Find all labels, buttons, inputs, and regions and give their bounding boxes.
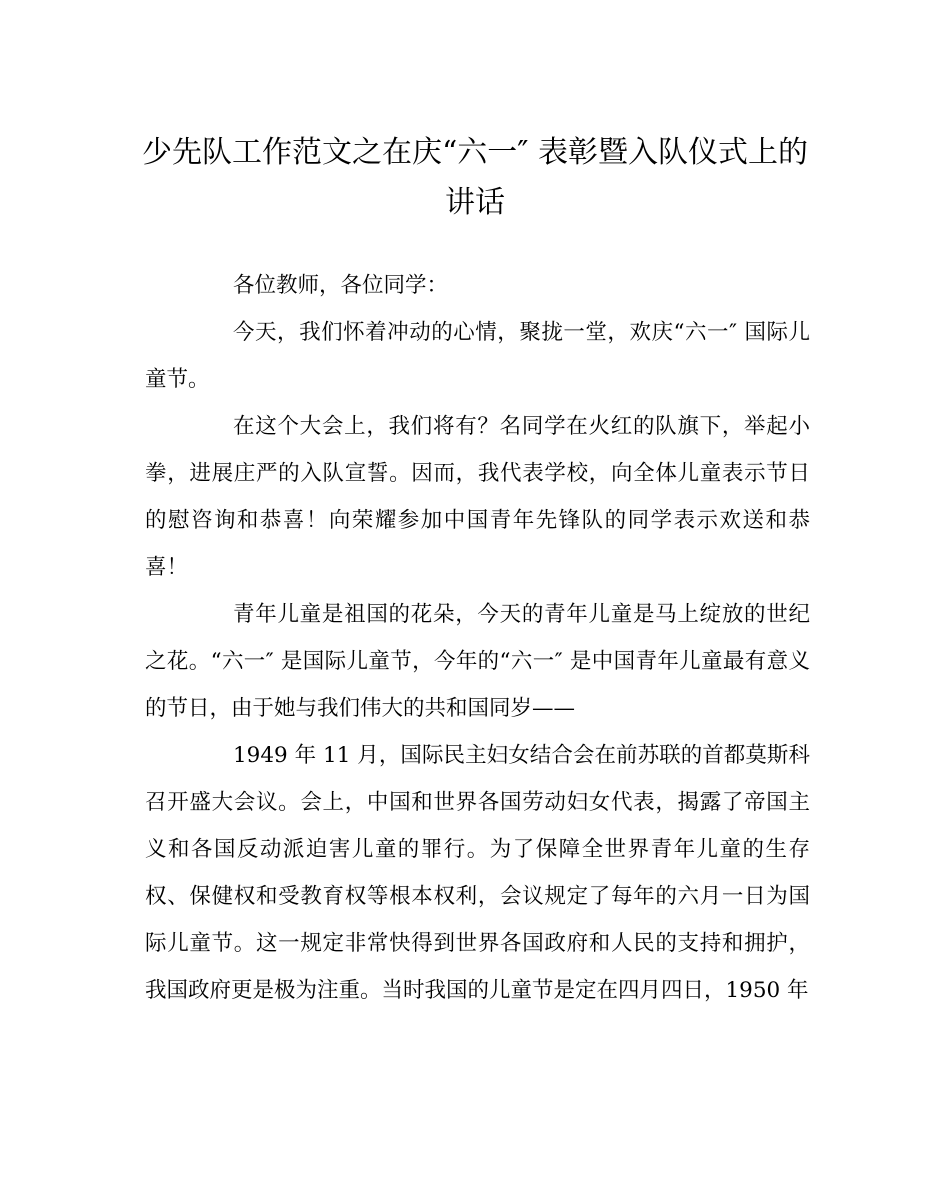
page-title: 少先队工作范文之在庆“六一″ 表彰暨入队仪式上的讲话 (141, 135, 809, 220)
paragraph-induction: 在这个大会上，我们将有？名同学在火红的队旗下，举起小拳，进展庄严的入队宣誓。因而，我代表学校，向全体儿童表示节日的慰咨询和恭喜！向荣耀参加中国青年先锋队的同学表示欢送和恭喜！ (145, 414, 810, 580)
paragraph-flowers: 青年儿童是祖国的花朵，今天的青年儿童是马上绽放的世纪之花。“六一″ 是国际儿童节，今年的“六一″ 是中国青年儿童最有意义的节日，由于她与我们伟大的共和国同岁—— (145, 602, 810, 721)
paragraph-history: 1949 年 11 月，国际民主妇女结合会在前苏联的首都莫斯科召开盛大会议。会上，中国和世界各国劳动妇女代表，揭露了帝国主义和各国反动派迫害儿童的罪行。为了保障全世界青年儿童的生存权、保健权和受教育权等根本权利，会议规定了每年的六月一日为国际儿童节。这一规定非常快得到世界各国政府和人民的支持和拥护，我国政府更是极为注重。当时我国的儿童节是定在四月四日，1950 年 (145, 743, 810, 1003)
paragraph-opening: 今天，我们怀着冲动的心情，聚拢一堂，欢庆“六一″ 国际儿童节。 (145, 320, 810, 392)
paragraph-salutation: 各位教师，各位同学： (233, 273, 449, 298)
document-body (145, 262, 810, 1014)
